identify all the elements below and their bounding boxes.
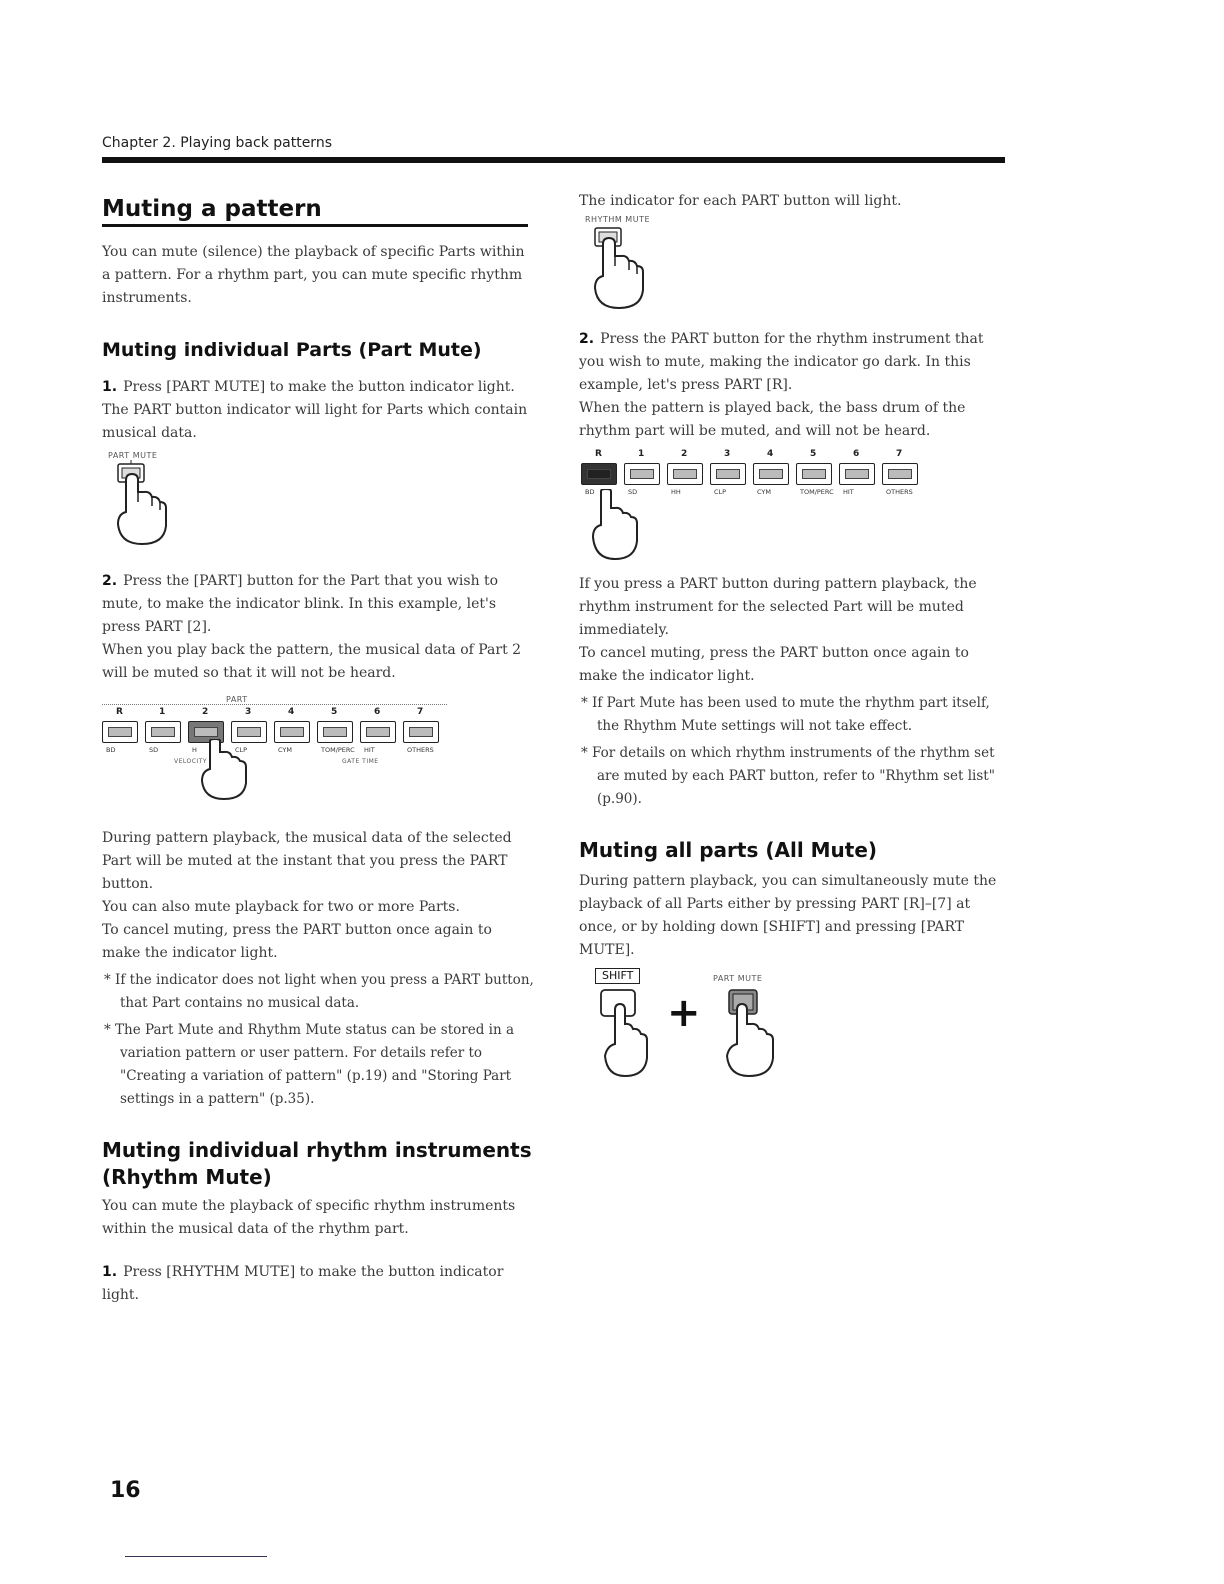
- instrument-label: HIT: [843, 488, 854, 496]
- instrument-label: CYM: [278, 746, 293, 754]
- button-lit-icon: [145, 721, 181, 743]
- finger-press-icon: [198, 739, 254, 801]
- instrument-label: TOM/PERC: [800, 488, 834, 496]
- finger-press-icon: [715, 986, 785, 1078]
- part-mute-heading: Muting individual Parts (Part Mute): [102, 339, 482, 361]
- right-line1: The indicator for each PART button will light.: [579, 193, 902, 209]
- finger-press-icon: [589, 489, 645, 561]
- button-lit-icon: [317, 721, 353, 743]
- button-lit-icon: [796, 463, 832, 485]
- rhythm-mute-figure: [585, 215, 1007, 310]
- rhythm-step2b: When the pattern is played back, the bass drum of the rhythm part will be muted, and will not be heard.: [579, 400, 966, 439]
- button-lit-icon: [710, 463, 746, 485]
- part-number-label: 2: [681, 449, 688, 459]
- button-lit-icon: [753, 463, 789, 485]
- finger-press-icon: [108, 460, 178, 546]
- instrument-label: HH: [671, 488, 681, 496]
- instrument-label: BD: [106, 746, 116, 754]
- rhythm-mute-heading: Muting individual rhythm instruments (Rhythm Mute): [102, 1138, 532, 1189]
- part-number-label: R: [595, 449, 602, 459]
- button-lit-icon: [274, 721, 310, 743]
- part-mute-label: PART MUTE: [108, 451, 158, 460]
- part-number-label: 5: [331, 707, 338, 717]
- part-mute-para1: During pattern playback, the musical data of the selected Part will be muted at the instant that you press the PART button.: [102, 830, 512, 892]
- rhythm-mute-label: RHYTHM MUTE: [585, 215, 651, 224]
- part-mute-para3: To cancel muting, press the PART button once again to make the indicator light.: [102, 922, 492, 961]
- rhythm-para1: If you press a PART button during pattern playback, the rhythm instrument for the selected Part will be muted immediately.: [579, 576, 977, 638]
- part-number-label: 4: [288, 707, 295, 717]
- rhythm-note1: * If Part Mute has been used to mute the rhythm part itself, the Rhythm Mute settings will not take effect.: [581, 695, 990, 734]
- part-number-label: 5: [810, 449, 817, 459]
- instrument-label: SD: [149, 746, 159, 754]
- instrument-label: OTHERS: [407, 746, 434, 754]
- rhythm-step2: 2. Press the PART button for the rhythm instrument that you wish to mute, making the indicator go dark. In this example, let's press PART [R].: [579, 331, 984, 393]
- part-number-label: 3: [245, 707, 252, 717]
- instrument-label: SD: [628, 488, 638, 496]
- part-mute-step2b: When you play back the pattern, the musical data of Part 2 will be muted so that it will not be heard.: [102, 642, 522, 681]
- velocity-label: VELOCITY: [174, 758, 208, 765]
- chapter-header: Chapter 2. Playing back patterns: [102, 135, 332, 151]
- finger-press-icon: [593, 986, 653, 1078]
- gate-time-label: GATE TIME: [342, 758, 379, 765]
- rhythm-note2: * For details on which rhythm instruments of the rhythm set are muted by each PART button, refer to "Rhythm set list" (p.90).: [581, 745, 995, 807]
- right-column: [579, 190, 1007, 1078]
- instrument-label: H: [192, 746, 197, 754]
- all-part-mute-label: PART MUTE: [713, 974, 763, 983]
- instrument-label: CLP: [235, 746, 248, 754]
- button-lit-icon: [403, 721, 439, 743]
- part-mute-figure: [108, 451, 534, 546]
- instrument-label: HIT: [364, 746, 375, 754]
- instrument-label: CLP: [714, 488, 727, 496]
- button-lit-icon: [839, 463, 875, 485]
- rhythm-para2: To cancel muting, press the PART button once again to make the indicator light.: [579, 645, 969, 684]
- part-number-label: 1: [159, 707, 166, 717]
- part-number-label: 7: [896, 449, 903, 459]
- part-number-label: R: [116, 707, 123, 717]
- part-number-label: 6: [853, 449, 860, 459]
- button-dark-icon: [581, 463, 617, 485]
- part-number-label: 2: [202, 707, 209, 717]
- rhythm-mute-step1: 1. Press [RHYTHM MUTE] to make the button indicator light.: [102, 1264, 504, 1303]
- all-mute-figure: [579, 968, 879, 1078]
- button-lit-icon: [882, 463, 918, 485]
- header-rule: [102, 157, 1005, 163]
- page-number: 16: [110, 1478, 141, 1503]
- part-label: PART: [226, 695, 248, 704]
- part-mute-note2: * The Part Mute and Rhythm Mute status can be stored in a variation pattern or user pattern. For details refer to "Creating a variation of pattern" (p.19) and "Storing Part settings in a pattern" (p.35).: [104, 1022, 515, 1107]
- all-mute-heading: Muting all parts (All Mute): [579, 838, 878, 862]
- finger-press-icon: [585, 224, 655, 310]
- left-column: [102, 196, 534, 1307]
- button-lit-icon: [360, 721, 396, 743]
- part-number-label: 6: [374, 707, 381, 717]
- footer-line: [125, 1556, 267, 1557]
- instrument-label: BD: [585, 488, 595, 496]
- button-lit-icon: [624, 463, 660, 485]
- instrument-label: TOM/PERC: [321, 746, 355, 754]
- part-mute-step2: 2. Press the [PART] button for the Part that you wish to mute, to make the indicator blink. In this example, let's press PART [2].: [102, 573, 499, 635]
- rhythm-mute-intro: You can mute the playback of specific rhythm instruments within the musical data of the rhythm part.: [102, 1198, 516, 1237]
- shift-key-label: SHIFT: [595, 968, 640, 984]
- section-title: Muting a pattern: [102, 196, 528, 227]
- part-number-label: 4: [767, 449, 774, 459]
- rhythm-buttons-figure: [579, 449, 1007, 569]
- part-number-label: 7: [417, 707, 424, 717]
- part-mute-note1: * If the indicator does not light when you press a PART button, that Part contains no musical data.: [104, 972, 534, 1011]
- instrument-label: CYM: [757, 488, 772, 496]
- part-mute-para2: You can also mute playback for two or more Parts.: [102, 899, 460, 915]
- part-buttons-figure: [102, 695, 532, 805]
- part-mute-step1: 1. Press [PART MUTE] to make the button indicator light. The PART button indicator will light for Parts which contain musical data.: [102, 379, 528, 441]
- part-number-label: 3: [724, 449, 731, 459]
- all-mute-text: During pattern playback, you can simultaneously mute the playback of all Parts either by pressing PART [R]–[7] at once, or by holding down [SHIFT] and pressing [PART MUTE].: [579, 873, 997, 958]
- instrument-label: OTHERS: [886, 488, 913, 496]
- section-intro: You can mute (silence) the playback of specific Parts within a pattern. For a rhythm part, you can mute specific rhythm instruments.: [102, 244, 525, 306]
- plus-icon: +: [667, 990, 701, 1036]
- part-number-label: 1: [638, 449, 645, 459]
- button-lit-icon: [102, 721, 138, 743]
- button-lit-icon: [667, 463, 703, 485]
